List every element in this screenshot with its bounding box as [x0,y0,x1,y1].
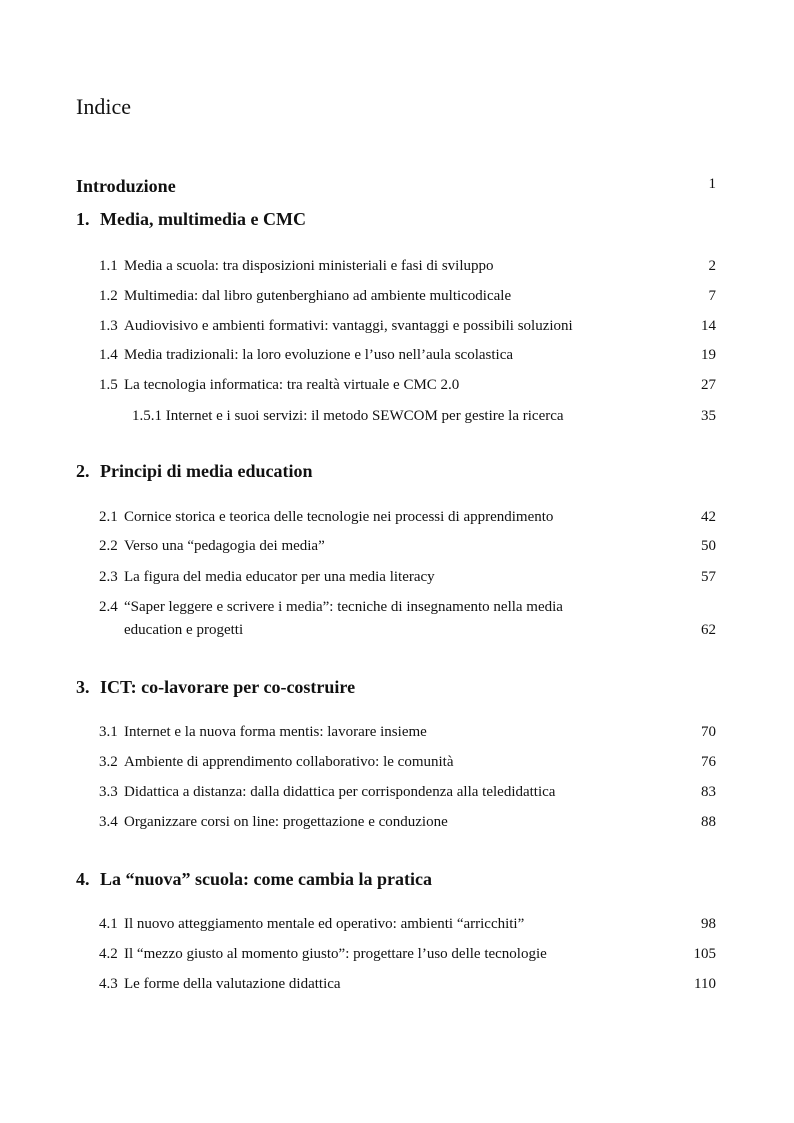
toc-page-number: 110 [694,976,716,992]
section-number: 2.1 [99,509,118,525]
section-number: 1.4 [99,347,118,363]
toc-page-number: 70 [701,724,716,740]
toc-section-1-4[interactable] [0,347,794,369]
toc-section-1-5[interactable] [0,377,794,399]
section-number: 4.3 [99,976,118,992]
toc-page-number: 35 [701,408,716,424]
subsection-title: Internet e i suoi servizi: il metodo SEWCOM per gestire la ricerca [165,408,564,424]
toc-chapter-4[interactable] [0,869,794,891]
chapter-number: 1. [76,209,90,229]
toc-section-2-4-continued [0,622,794,644]
section-title: Il nuovo atteggiamento mentale ed operativo: ambienti “arricchiti” [124,916,525,932]
toc-page-number: 50 [701,538,716,554]
toc-entry-label: Introduzione [76,176,176,196]
toc-page-number: 105 [693,946,716,962]
section-number: 1.5 [99,377,118,393]
toc-section-4-3[interactable] [0,976,794,998]
section-number: 3.2 [99,754,118,770]
chapter-number: 2. [76,461,90,481]
toc-page-number: 98 [701,916,716,932]
toc-section-2-1[interactable] [0,509,794,531]
toc-section-1-2[interactable] [0,288,794,310]
section-title: Audiovisivo e ambienti formativi: vantaggi, svantaggi e possibili soluzioni [124,318,573,334]
toc-page-number: 62 [701,622,716,638]
section-title: Verso una “pedagogia dei media” [124,538,325,554]
toc-section-2-3[interactable] [0,569,794,591]
toc-chapter-3[interactable] [0,677,794,699]
section-number: 3.1 [99,724,118,740]
section-title: Media tradizionali: la loro evoluzione e l’uso nell’aula scolastica [124,347,514,363]
toc-chapter-1[interactable] [0,209,794,231]
chapter-number: 4. [76,869,90,889]
toc-section-3-1[interactable] [0,724,794,746]
section-number: 2.3 [99,569,118,585]
section-title: Le forme della valutazione didattica [124,976,341,992]
section-title-continued: education e progetti [124,622,244,638]
toc-page-number: 19 [701,347,716,363]
toc-section-3-4[interactable] [0,814,794,836]
chapter-title: ICT: co-lavorare per co-costruire [100,677,356,697]
section-number: 2.2 [99,538,118,554]
section-title: Organizzare corsi on line: progettazione e conduzione [124,814,448,830]
chapter-number: 3. [76,677,90,697]
section-number: 4.1 [99,916,118,932]
section-number: 4.2 [99,946,118,962]
section-number: 1.1 [99,258,118,274]
toc-page-number: 2 [708,258,716,274]
toc-page-number: 7 [708,288,716,304]
toc-page-number: 27 [701,377,716,393]
toc-section-3-2[interactable] [0,754,794,776]
section-number: 1.3 [99,318,118,334]
toc-section-3-3[interactable] [0,784,794,806]
chapter-title: Media, multimedia e CMC [100,209,306,229]
section-title: Cornice storica e teorica delle tecnologie nei processi di apprendimento [124,509,554,525]
chapter-title: La “nuova” scuola: come cambia la pratica [100,869,432,889]
section-title: “Saper leggere e scrivere i media”: tecniche di insegnamento nella media [124,599,563,615]
toc-section-2-4[interactable] [0,599,794,621]
chapter-title: Principi di media education [100,461,313,481]
toc-page-number: 88 [701,814,716,830]
section-number: 1.2 [99,288,118,304]
section-number: 2.4 [99,599,118,615]
section-title: Ambiente di apprendimento collaborativo: le comunità [124,754,454,770]
section-title: Il “mezzo giusto al momento giusto”: progettare l’uso delle tecnologie [124,946,547,962]
toc-subsection-1-5-1[interactable] [0,408,794,430]
toc-section-1-3[interactable] [0,318,794,340]
toc-section-1-1[interactable] [0,258,794,280]
section-title: La figura del media educator per una media literacy [124,569,435,585]
section-number: 3.4 [99,814,118,830]
section-title: La tecnologia informatica: tra realtà virtuale e CMC 2.0 [124,377,460,393]
toc-page-number: 76 [701,754,716,770]
toc-page-number: 14 [701,318,716,334]
section-title: Didattica a distanza: dalla didattica per corrispondenza alla teledidattica [124,784,556,800]
page-title: Indice [76,94,131,119]
toc-section-2-2[interactable] [0,538,794,560]
toc-page-number: 42 [701,509,716,525]
section-title: Internet e la nuova forma mentis: lavorare insieme [124,724,427,740]
toc-page-number: 57 [701,569,716,585]
section-title: Media a scuola: tra disposizioni ministeriali e fasi di sviluppo [124,258,494,274]
section-number: 3.3 [99,784,118,800]
toc-section-4-1[interactable] [0,916,794,938]
toc-section-4-2[interactable] [0,946,794,968]
subsection-number: 1.5.1 [132,408,162,424]
toc-chapter-2[interactable] [0,461,794,483]
toc-page-number: 83 [701,784,716,800]
toc-page-number: 1 [708,176,716,192]
section-title: Multimedia: dal libro gutenberghiano ad ambiente multicodicale [124,288,512,304]
toc-entry-introduction[interactable] [0,176,794,198]
